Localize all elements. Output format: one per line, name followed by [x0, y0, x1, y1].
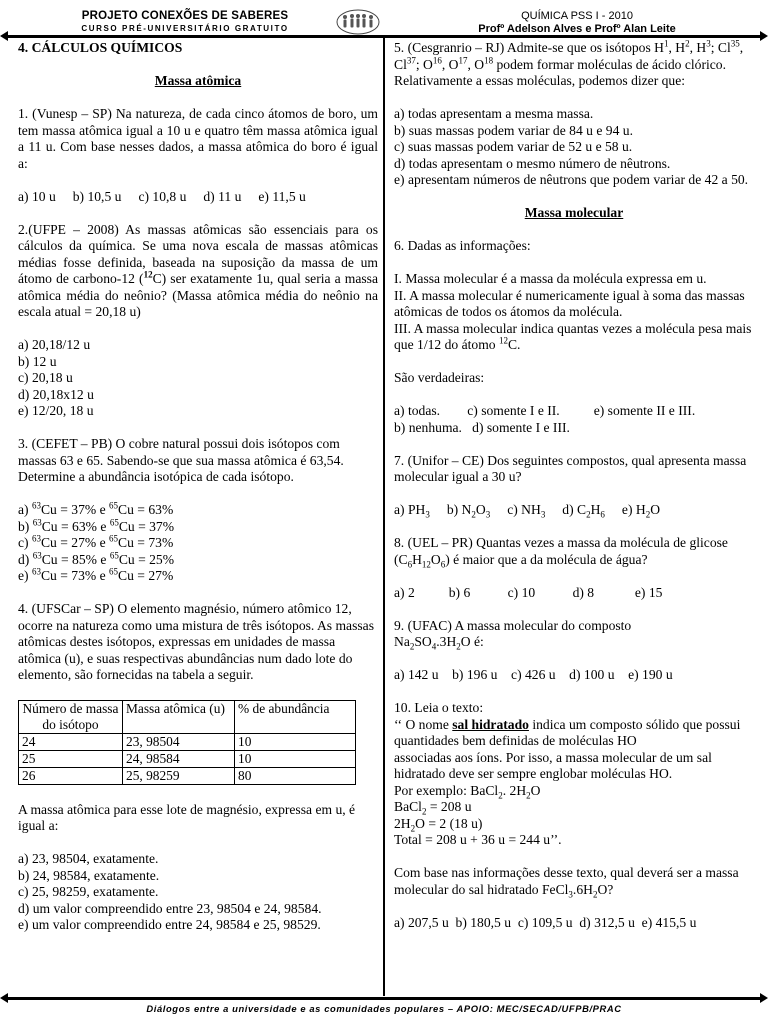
section-title: 4. CÁLCULOS QUÍMICOS: [18, 40, 183, 55]
question-6-options-row: b) nenhuma. d) somente I e III.: [394, 419, 570, 435]
left-column: [18, 40, 378, 934]
table-cell: 25: [19, 751, 123, 768]
subsection-massa-molecular: Massa molecular: [524, 205, 624, 220]
question-2-text: 2.(UFPE – 2008) As massas atômicas são essenciais para os cálculos da química. Se uma nova escala de massas atômicas médias fosse definida, baseada na suposição da massa de um átomo de carbono-12 ($^{12}$C) ser exatamente 1u, qual seria a massa atômica média do neônio? (Massa atômica média do neônio na escala atual = 20,18 u): [18, 221, 378, 319]
question-3-option: a) $^{63}$Cu = 37% e $^{65}$Cu = 63%: [18, 500, 174, 517]
question-2-option: a) 20,18/12 u: [18, 337, 91, 352]
project-title: PROJETO CONEXÕES DE SABERES: [81, 10, 289, 22]
table-cell: 10: [235, 734, 356, 751]
subsection-massa-atomica: Massa atômica: [154, 73, 242, 88]
question-4-option: e) um valor compreendido entre 24, 98584 e 25, 98529.: [18, 917, 321, 932]
table-cell: 23, 98504: [123, 734, 235, 751]
question-10-bacl: BaCl$_2$ = 208 u: [394, 799, 472, 817]
question-6-item: III. A massa molecular indica quantas vezes a molécula pesa mais que 1/12 do átomo $^{12}$C.: [394, 320, 752, 352]
question-4-option: c) 25, 98259, exatamente.: [18, 884, 159, 899]
question-6-prompt: São verdadeiras:: [394, 370, 485, 385]
table-row: [19, 751, 356, 768]
table-cell: 25, 98259: [123, 768, 235, 785]
table-row: [19, 734, 356, 751]
question-5-option: a) todas apresentam a mesma massa.: [394, 106, 594, 121]
header-left: [0, 10, 370, 34]
project-subtitle: CURSO PRÉ-UNIVERSITÁRIO GRATUITO: [81, 24, 289, 33]
question-2-option: c) 20,18 u: [18, 370, 73, 385]
table-header-cell: % de abundância: [235, 701, 356, 734]
question-3-option: c) $^{63}$Cu = 27% e $^{65}$Cu = 73%: [18, 533, 174, 550]
question-5-text: 5. (Cesgranrio – RJ) Admite-se que os isótopos $H^1$, $H^2$, $H^3$; Cl$^{35}$, Cl$^{37}$; $O^{16}$, $O^{17}$, $O^{18}$ podem formar moléculas de ácido clórico. Relativamente a essas moléculas, podemos dizer que:: [394, 38, 744, 88]
teachers: Profº Adelson Alves e Profº Alan Leite: [478, 23, 676, 35]
question-5-option: c) suas massas podem variar de 52 u e 58 u.: [394, 139, 633, 154]
question-6-options-row: a) todas. c) somente I e II. e) somente II e III.: [394, 403, 696, 418]
question-3-text: 3. (CEFET – PB) O cobre natural possui dois isótopos com massas 63 e 65. Sabendo-se que sua massa atômica é 63,54. Determine a abundância isotópica de cada isótopo.: [18, 436, 344, 484]
question-7-options: a) $PH_3$ b) $N_2O_3$ c) $NH_3$ d) $C_2H_6$ e) $H_2O$: [394, 502, 661, 520]
course-title: QUÍMICA PSS I - 2010: [521, 10, 633, 22]
question-4-text: 4. (UFSCar – SP) O elemento magnésio, número atômico 12, ocorre na natureza como uma mistura de três isótopos. As massas atômicas destes isótopos, expressas em unidades de massa atômica (u), e suas respectivas abundâncias num dado lote do elemento, são fornecidas na tabela a seguir.: [18, 601, 374, 682]
question-8-options: a) 2 b) 6 c) 10 d) 8 e) 15: [394, 584, 663, 600]
right-column: [394, 40, 754, 931]
question-5-option: d) todas apresentam o mesmo número de nêutrons.: [394, 155, 671, 171]
table-cell: 10: [235, 751, 356, 768]
question-10-h2o: $2H_2O = 2$ (18 u): [394, 815, 483, 834]
table-cell: 24: [19, 734, 123, 751]
question-2-option: b) 12 u: [18, 353, 57, 369]
footer-text: Diálogos entre a universidade e as comunidades populares – APOIO: MEC/SECAD/UFPB/PRAC: [146, 1003, 622, 1014]
question-1-text: 1. (Vunesp – SP) Na natureza, de cada cinco átomos de boro, um tem massa atômica igual a 10 u e quatro têm massa atômica igual a 11 u. Com base nesses dados, a massa atômica do boro é igual a:: [18, 106, 378, 171]
header-rule-right-end: [760, 31, 768, 41]
question-2-option: d) 20,18x12 u: [18, 386, 94, 402]
question-4-option: a) 23, 98504, exatamente.: [18, 851, 159, 866]
table-cell: 80: [235, 768, 356, 785]
isotope-table: [18, 700, 356, 785]
question-4-prompt: A massa atômica para esse lote de magnésio, expressa em u, é igual a:: [18, 801, 356, 833]
table-cell: 26: [19, 768, 123, 785]
header-right: [392, 10, 762, 36]
question-7-text: 7. (Unifor – CE) Dos seguintes compostos, qual apresenta massa molecular igual a 30 u?: [394, 452, 747, 484]
people-logo-icon: [336, 9, 380, 35]
question-5-option: e) apresentam números de nêutrons que podem variar de 42 a 50.: [394, 172, 749, 187]
question-1-options: a) 10 u b) 10,5 u c) 10,8 u d) 11 u e) 11,5 u: [18, 188, 306, 204]
table-header-row: [19, 701, 356, 734]
question-9-text: 9. (UFAC) A massa molecular do composto $Na_2SO_4.3H_2O$ é:: [394, 617, 632, 652]
question-3-options: [18, 502, 378, 585]
table-header-cell: Número de massa do isótopo: [19, 701, 123, 734]
question-3-option: e) $^{63}$Cu = 73% e $^{65}$Cu = 27%: [18, 566, 174, 583]
question-3-option: d) $^{63}$Cu = 85% e $^{65}$Cu = 25%: [18, 549, 175, 567]
question-10-intro: 10. Leia o texto:: [394, 700, 484, 715]
question-10-example: Por exemplo: BaCl$_2$. $2H_2O$: [394, 782, 541, 801]
table-cell: 24, 98584: [123, 751, 235, 768]
question-3-option: b) $^{63}$Cu = 63% e $^{65}$Cu = 37%: [18, 516, 175, 534]
question-6-text: 6. Dadas as informações:: [394, 238, 531, 253]
question-4-option: b) 24, 98584, exatamente.: [18, 867, 160, 883]
question-10-options: a) 207,5 u b) 180,5 u c) 109,5 u d) 312,5 u e) 415,5 u: [394, 914, 697, 930]
question-6-item: I. Massa molecular é a massa da molécula expressa em u.: [394, 271, 707, 286]
question-9-options: a) 142 u b) 196 u c) 426 u d) 100 u e) 190 u: [394, 667, 673, 682]
question-2-option: e) 12/20, 18 u: [18, 403, 94, 418]
question-4-option: d) um valor compreendido entre 23, 98504 e 24, 98584.: [18, 900, 322, 916]
question-5-option: b) suas massas podem variar de 84 u e 94 u.: [394, 122, 633, 138]
question-10-total: Total = 208 u + 36 u = 244 u’’.: [394, 832, 562, 847]
column-separator: [383, 38, 385, 996]
question-6-item: II. A massa molecular é numericamente igual à soma das massas atômicas de todos os átomos da molécula.: [394, 287, 745, 319]
question-8-text: 8. (UEL – PR) Quantas vezes a massa da molécula de glicose $(C_6H_{12}O_6)$ é maior que a da molécula de água?: [394, 535, 728, 570]
table-header-cell: Massa atômica (u): [123, 701, 235, 734]
question-10-question: Com base nas informações desse texto, qual deverá ser a massa molecular do sal hidratado $FeCl_3.6H_2O$?: [394, 865, 739, 900]
question-10-quote: ‘‘ O nome sal hidratado indica um composto sólido que possui quantidades bem definidas de moléculas HO associadas aos íons. Por isso, a massa molecular de um sal hidratado deve ser sempre englobar moléculas HO.: [394, 716, 741, 781]
table-row: [19, 768, 356, 785]
header-rule-left-end: [0, 31, 8, 41]
footer-rule: [7, 997, 761, 1000]
